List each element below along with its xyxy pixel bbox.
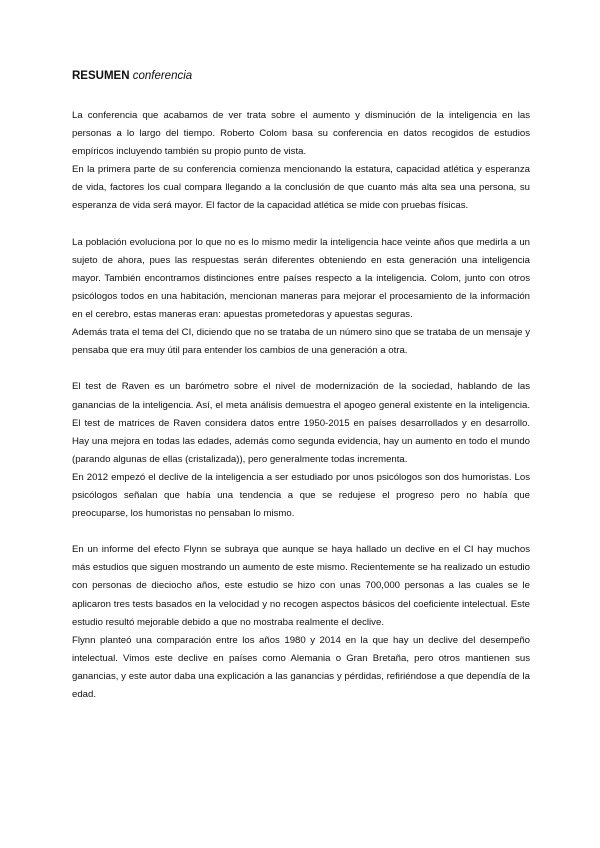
- paragraph: La población evoluciona por lo que no es lo mismo medir la inteligencia hace veinte años que medirla a un sujeto de ahora, pues las respuestas serán diferentes obteniendo en esta generación una inteligencia mayor. También encontramos distinciones entre países respecto a la inteligencia. Colom, junto con otros psicólogos todos en una habitación, mencionan maneras para mejorar el procesamiento de la información en el cerebro, estas maneras eran: apuestas prometedoras y apuestas seguras.: [72, 236, 530, 321]
- paragraph: En la primera parte de su conferencia comienza mencionando la estatura, capacidad atlética y esperanza de vida, factores los cual compara llegando a la conclusión de que cuanto más alta sea una persona, su esperanza de vida será mayor. El factor de la capacidad atlética se mide con pruebas físicas.: [72, 164, 530, 212]
- paragraph: La conferencia que acabamos de ver trata sobre el aumento y disminución de la inteligencia en las personas a lo largo del tiempo. Roberto Colom basa su conferencia en datos recogidos de estudios empíricos incluyendo también su propio punto de vista.: [72, 110, 530, 158]
- title-bold: RESUMEN: [72, 70, 130, 82]
- paragraph: En un informe del efecto Flynn se subraya que aunque se haya hallado un declive en el CI hay muchos más estudios que siguen mostrando un aumento de este mismo. Recientemente se ha realizado un estudio con personas de dieciocho años, este estudio se hizo con unas 700,000 personas a las cuales se le aplicaron tres tests basados en la velocidad y no recogen aspectos básicos del coeficiente intelectual. Este estudio resultó mejorable debido a que no mostraba realmente el declive.: [72, 544, 530, 628]
- title-italic: conferencia: [132, 70, 193, 82]
- paragraph: Flynn planteó una comparación entre los años 1980 y 2014 en la que hay un declive del desempeño intelectual. Vimos este declive en países como Alemania o Gran Bretaña, pero otros mantienen sus ganancias, y este autor daba una explicación a las ganancias y pérdidas, refiriéndose a que dependía de la edad.: [72, 634, 530, 700]
- document-title: [72, 70, 192, 82]
- paragraph: En 2012 empezó el declive de la inteligencia a ser estudiado por unos psicólogos son dos humoristas. Los psicólogos señalan que había una tendencia a que se redujese el progreso pero no había que preocuparse, los humoristas no pensaban lo mismo.: [72, 471, 530, 520]
- document-body: [72, 107, 530, 704]
- paragraph: El test de Raven es un barómetro sobre el nivel de modernización de la sociedad, hablando de las ganancias de la inteligencia. Así, el meta análisis demuestra el apogeo general existente en la inteligencia. El test de matrices de Raven considera datos entre 1950-2015 en países desarrollados y en desarrollo. Hay una mejora en todas las edades, además como segunda evidencia, hay un aumento en todo el mundo (parando algunas de ellas (cristalizada)), pero generalmente todas incrementa.: [72, 381, 530, 465]
- paragraph: Además trata el tema del CI, diciendo que no se trataba de un número sino que se trataba de un mensaje y pensaba que era muy útil para entender los cambios de una generación a otra.: [72, 327, 530, 357]
